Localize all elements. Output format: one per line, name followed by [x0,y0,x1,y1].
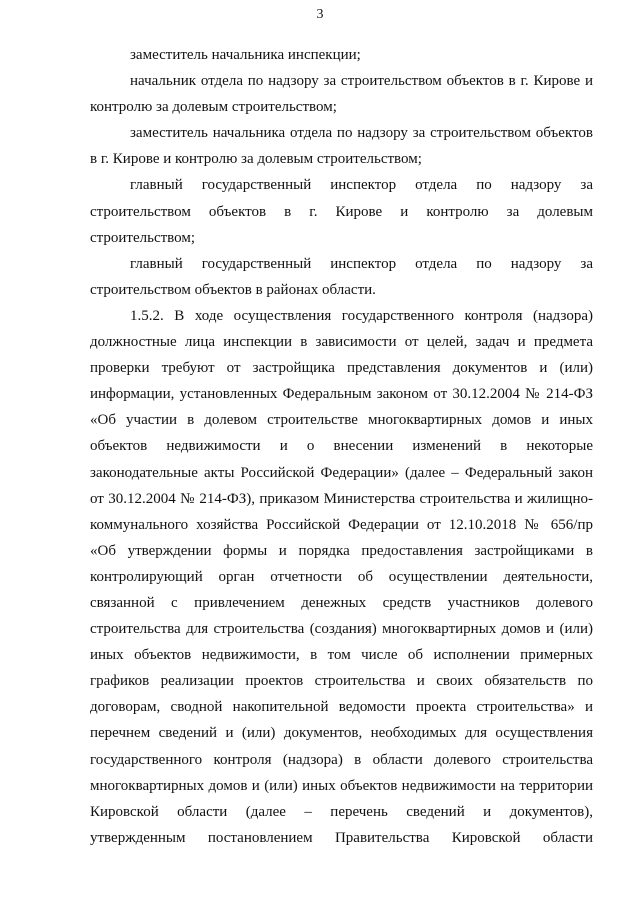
text-line: законодательные акты Российской Федерации» (далее – Федеральный закон [90,464,593,481]
text-line: связанной с привлечением денежных средств участников долевого [90,594,593,611]
text-line: контролю за долевым строительством; [90,99,337,116]
text-line: от 30.12.2004 № 214-ФЗ), приказом Министерства строительства и жилищно- [90,490,593,507]
text-line: 1.5.2. В ходе осуществления государственного контроля (надзора) [130,307,593,324]
document-body [90,42,593,851]
text-line: заместитель начальника инспекции; [130,47,361,63]
text-line: коммунального хозяйства Российской Федерации от 12.10.2018 № 656/пр [90,516,593,533]
text-line: строительством; [90,229,196,246]
text-line: начальник отдела по надзору за строительством объектов в г. Кирове и [130,73,593,90]
text-line: в г. Кирове и контролю за долевым строительством; [90,151,422,168]
text-line: перечнем сведений и (или) документов, необходимых для осуществления [90,725,593,742]
text-line: графиков реализации проектов строительства и своих обязательств по [90,673,593,690]
page-number: 3 [316,7,324,22]
text-line: «Об утверждении формы и порядка предоставления застройщиками в [90,542,593,559]
text-line: строительства для строительства (создания) многоквартирных домов и (или) [90,621,593,638]
text-line: объектов недвижимости и о внесении изменений в некоторые [90,438,593,455]
text-line: заместитель начальника отдела по надзору за строительством объектов [130,125,593,142]
text-line: строительством объектов в районах области. [90,281,376,298]
text-line: утвержденным постановлением Правительства Кировской области [90,829,593,846]
text-line: контролирующий орган отчетности об осуществлении деятельности, [90,568,593,585]
text-line: должностные лица инспекции в зависимости от целей, задач и предмета [90,334,593,351]
text-line: главный государственный инспектор отдела по надзору за [130,255,593,272]
text-line: главный государственный инспектор отдела по надзору за [130,177,593,194]
text-line: информации, установленных Федеральным законом от 30.12.2004 № 214-ФЗ [90,386,593,403]
text-line: проверки требуют от застройщика представления документов и (или) [90,360,593,377]
text-line: строительством объектов в г. Кирове и контролю за долевым [90,203,593,220]
text-line: многоквартирных домов и (или) иных объектов недвижимости на территории [90,777,593,794]
text-line: договорам, сводной накопительной ведомости проекта строительства» и [90,699,593,716]
text-line: «Об участии в долевом строительстве многоквартирных домов и иных [90,412,593,429]
text-line: государственного контроля (надзора) в области долевого строительства [90,751,593,768]
text-line: иных объектов недвижимости, в том числе об исполнении примерных [90,647,593,664]
text-line: Кировской области (далее – перечень сведений и документов), [90,803,593,820]
